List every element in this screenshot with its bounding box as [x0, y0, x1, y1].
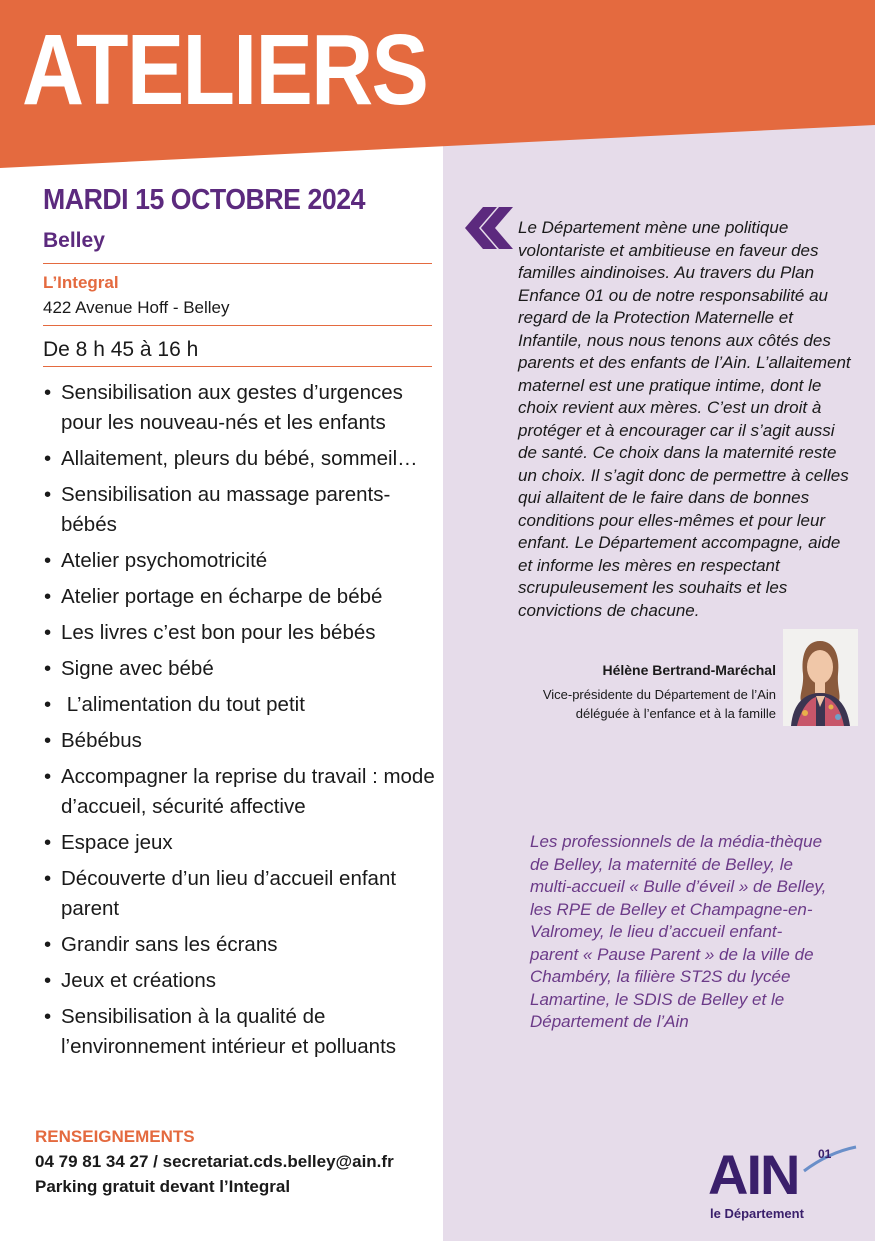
banner-title: ATELIERS	[22, 14, 428, 126]
list-item: • Les livres c’est bon pour les bébés	[44, 618, 444, 648]
header-banner	[0, 0, 875, 170]
event-city: Belley	[43, 229, 105, 252]
info-heading: RENSEIGNEMENTS	[35, 1127, 195, 1146]
logo-subtitle: le Département	[710, 1206, 804, 1221]
list-item: • Signe avec bébé	[44, 654, 444, 684]
role-line: Vice-présidente du Département de l’Ain	[542, 687, 776, 702]
list-item: • Atelier psychomotricité	[44, 546, 444, 576]
list-item: • Accompagner la reprise du travail : mode d’accueil, sécurité affective	[44, 762, 444, 822]
contact-line[interactable]: 04 79 81 34 27 / secretariat.cds.belley@ain.fr	[35, 1152, 394, 1171]
logo-superscript: 01	[818, 1147, 832, 1161]
list-item: • Sensibilisation aux gestes d’urgences pour les nouveau-nés et les enfants	[44, 378, 444, 438]
list-item: • Sensibilisation au massage parents-bébés	[44, 480, 444, 540]
list-item: • Espace jeux	[44, 828, 444, 858]
quote-text: Le Département mène une politique volontariste et ambitieuse en faveur des familles aindinoises. Au travers du Plan Enfance 01 ou de notre responsabilité au regard de la Protection Maternelle et Infantile, nous nous tenons aux côtés des parents et des enfants de l’Ain. L’allaitement maternel est une pratique intime, dont le choix revient aux mères. C’est un droit à protéger et à encourager car il s’agit aussi de santé. Ce choix dans la maternité reste un choix. Il s’agit donc de permettre à celles qui allaitent de le faire dans de bonnes conditions pour elles-mêmes et pour leur enfant. Le Département accompagne, aide et informe les mères en respectant scrupuleusement les souhaits et les convictions de chacune.	[518, 218, 851, 620]
workshop-list	[44, 378, 444, 1068]
divider	[43, 263, 432, 264]
parking-note: Parking gratuit devant l’Integral	[35, 1177, 291, 1196]
list-item: • L’alimentation du tout petit	[44, 690, 444, 720]
list-item: • Allaitement, pleurs du bébé, sommeil…	[44, 444, 444, 474]
ain-logo	[708, 1143, 858, 1223]
event-date: MARDI 15 OCTOBRE 2024	[43, 184, 365, 216]
event-hours: De 8 h 45 à 16 h	[43, 338, 199, 361]
portrait-photo	[783, 629, 858, 726]
divider	[43, 366, 432, 367]
event-venue: L’Integral	[43, 273, 119, 292]
list-item: • Bébébus	[44, 726, 444, 756]
quote-mark-icon	[463, 207, 515, 249]
list-item: • Jeux et créations	[44, 966, 444, 996]
list-item: • Sensibilisation à la qualité de l’environnement intérieur et polluants	[44, 1002, 444, 1062]
logo-wordmark: AIN	[708, 1143, 799, 1206]
role-line: déléguée à l’enfance et à la famille	[575, 706, 776, 721]
signature-name: Hélène Bertrand-Maréchal	[602, 662, 776, 678]
list-item: • Découverte d’un lieu d’accueil enfant parent	[44, 864, 444, 924]
divider	[43, 325, 432, 326]
list-item: • Atelier portage en écharpe de bébé	[44, 582, 444, 612]
list-item: • Grandir sans les écrans	[44, 930, 444, 960]
partners-text: Les professionnels de la média-thèque de Belley, la maternité de Belley, le multi-accueil « Bulle d’éveil » de Belley, les RPE de Belley et Champagne-en-Valromey, le lieu d’accueil enfant-parent « Pause Parent » de la ville de Chambéry, la filière ST2S du lycée Lamartine, le SDIS de Belley et le Département de l’Ain	[530, 832, 827, 1031]
signature-role	[446, 685, 776, 723]
event-address: 422 Avenue Hoff - Belley	[43, 298, 230, 317]
